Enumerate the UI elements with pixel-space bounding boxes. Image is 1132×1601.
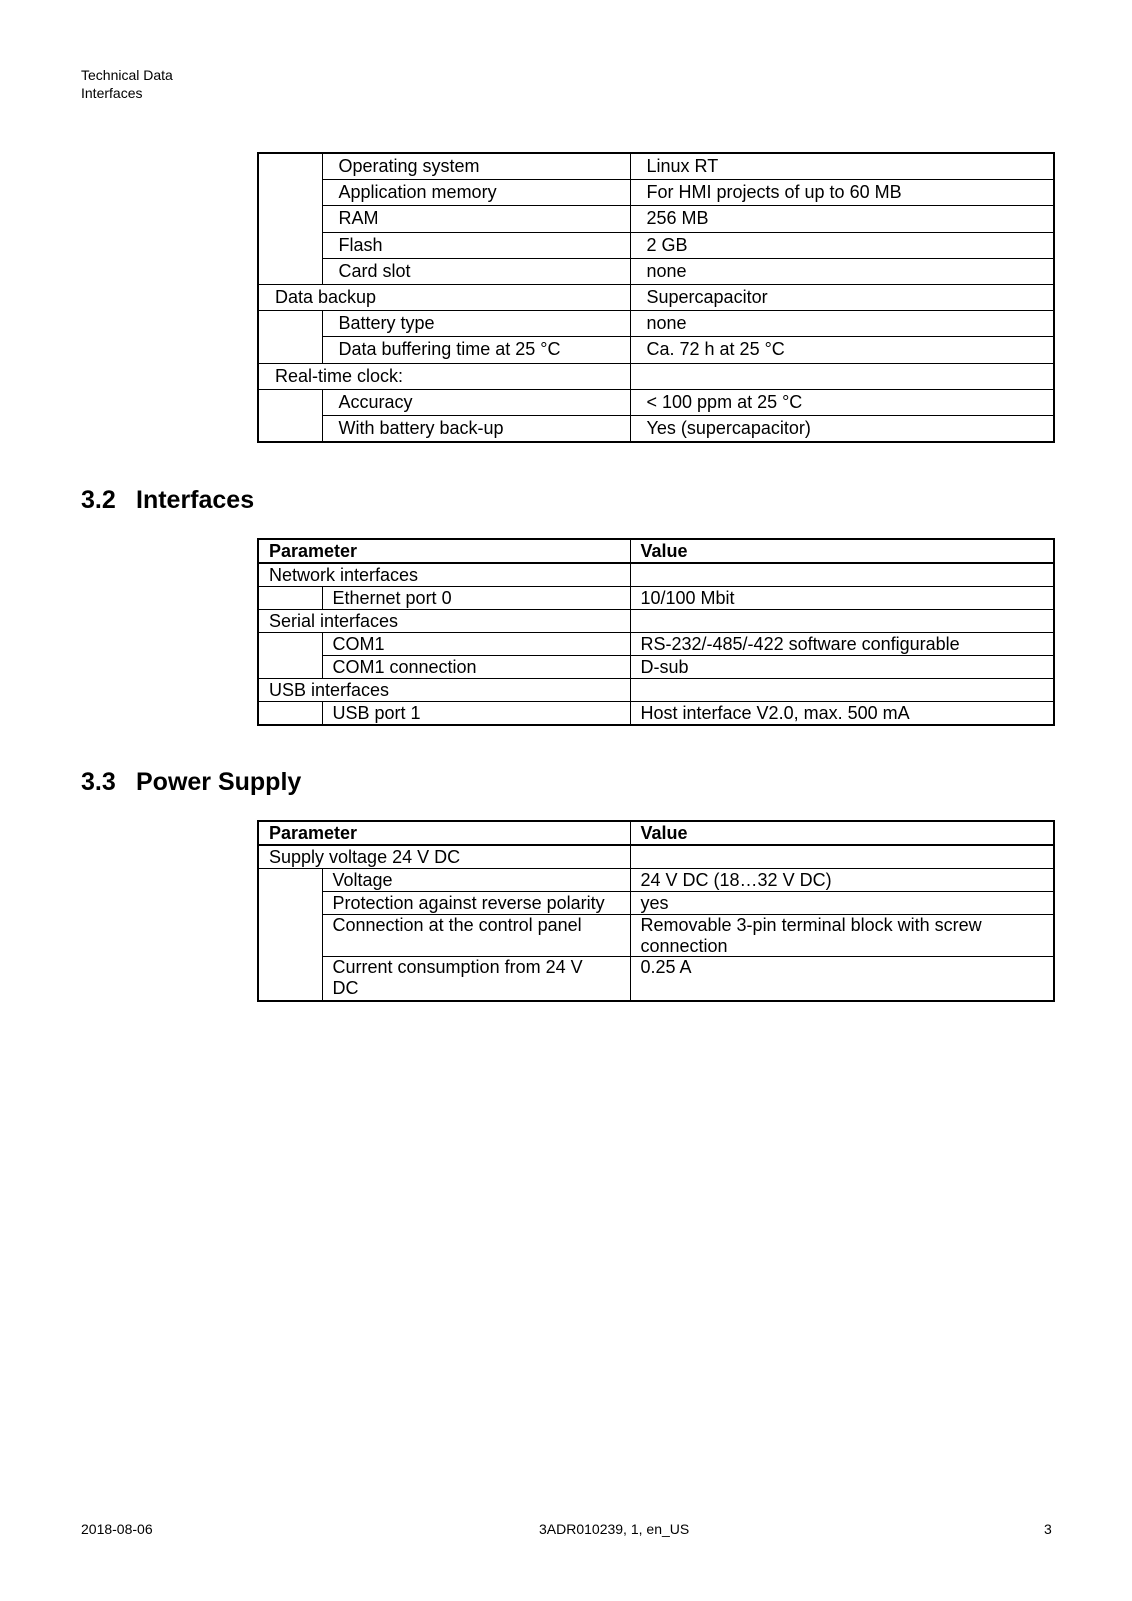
value-cell: 2 GB	[630, 232, 1054, 258]
param-group-cell: USB interfaces	[258, 679, 630, 702]
table-row	[258, 415, 1054, 442]
table-row	[258, 232, 1054, 258]
column-header-value: Value	[630, 539, 1054, 563]
value-cell	[630, 845, 1054, 869]
value-cell: D-sub	[630, 656, 1054, 679]
param-group-cell: Supply voltage 24 V DC	[258, 845, 630, 869]
header-section: Interfaces	[81, 85, 143, 101]
param-cell: COM1 connection	[322, 656, 630, 679]
footer-date: 2018-08-06	[81, 1521, 153, 1537]
table-row	[258, 610, 1054, 633]
value-cell: Host interface V2.0, max. 500 mA	[630, 702, 1054, 726]
section-heading-interfaces	[81, 485, 254, 515]
interfaces-table	[257, 538, 1055, 726]
value-cell	[630, 679, 1054, 702]
param-cell: Ethernet port 0	[322, 587, 630, 610]
section-heading-power-supply	[81, 767, 301, 797]
table-row	[258, 284, 1054, 310]
param-cell: Flash	[322, 232, 630, 258]
table-row	[258, 206, 1054, 232]
table-row	[258, 311, 1054, 337]
param-cell: Card slot	[322, 258, 630, 284]
column-header-value: Value	[630, 821, 1054, 845]
table-row	[258, 869, 1054, 892]
value-cell: Supercapacitor	[630, 284, 1054, 310]
value-cell: For HMI projects of up to 60 MB	[630, 180, 1054, 206]
table-header-row	[258, 821, 1054, 845]
power-supply-table	[257, 820, 1055, 1002]
table-row	[258, 702, 1054, 726]
table-header-row	[258, 539, 1054, 563]
param-cell: Voltage	[322, 869, 630, 892]
system-data-table	[257, 152, 1055, 443]
column-header-parameter: Parameter	[258, 821, 630, 845]
param-cell: Application memory	[322, 180, 630, 206]
value-cell: 256 MB	[630, 206, 1054, 232]
value-cell: < 100 ppm at 25 °C	[630, 389, 1054, 415]
param-cell: RAM	[322, 206, 630, 232]
param-cell: Data buffering time at 25 °C	[322, 337, 630, 363]
table-row	[258, 679, 1054, 702]
param-cell: COM1	[322, 633, 630, 656]
table-row	[258, 587, 1054, 610]
param-cell: Accuracy	[322, 389, 630, 415]
value-cell: none	[630, 311, 1054, 337]
table-row	[258, 656, 1054, 679]
table-row	[258, 389, 1054, 415]
value-cell: 24 V DC (18…32 V DC)	[630, 869, 1054, 892]
running-header	[81, 66, 173, 102]
table-row	[258, 563, 1054, 587]
value-cell: yes	[630, 892, 1054, 915]
param-cell: USB port 1	[322, 702, 630, 726]
value-cell	[630, 363, 1054, 389]
table-row	[258, 957, 1054, 1001]
value-cell: Linux RT	[630, 153, 1054, 180]
table-row	[258, 915, 1054, 957]
table-row	[258, 363, 1054, 389]
value-cell: 10/100 Mbit	[630, 587, 1054, 610]
value-cell: Removable 3-pin terminal block with screw connection	[630, 915, 1054, 957]
column-header-parameter: Parameter	[258, 539, 630, 563]
param-cell: Connection at the control panel	[322, 915, 630, 957]
section-title: Power Supply	[136, 768, 302, 796]
param-cell: Battery type	[322, 311, 630, 337]
table-row	[258, 845, 1054, 869]
param-group-cell: Serial interfaces	[258, 610, 630, 633]
table-row	[258, 153, 1054, 180]
value-cell: none	[630, 258, 1054, 284]
param-cell: Protection against reverse polarity	[322, 892, 630, 915]
section-number: 3.3	[81, 768, 116, 796]
param-cell: With battery back-up	[322, 415, 630, 442]
param-cell: Current consumption from 24 V DC	[322, 957, 630, 1001]
param-group-cell: Real-time clock:	[258, 363, 630, 389]
param-group-cell: Data backup	[258, 284, 630, 310]
section-number: 3.2	[81, 486, 116, 514]
table-row	[258, 892, 1054, 915]
footer-document-id: 3ADR010239, 1, en_US	[539, 1521, 690, 1537]
value-cell: RS-232/-485/-422 software configurable	[630, 633, 1054, 656]
footer-page-number: 3	[1044, 1521, 1052, 1537]
value-cell: Yes (supercapacitor)	[630, 415, 1054, 442]
param-group-cell: Network interfaces	[258, 563, 630, 587]
table-row	[258, 337, 1054, 363]
value-cell: 0.25 A	[630, 957, 1054, 1001]
section-title: Interfaces	[136, 486, 255, 514]
table-row	[258, 180, 1054, 206]
value-cell	[630, 610, 1054, 633]
header-chapter: Technical Data	[81, 67, 173, 83]
value-cell	[630, 563, 1054, 587]
table-row	[258, 633, 1054, 656]
param-cell: Operating system	[322, 153, 630, 180]
table-row	[258, 258, 1054, 284]
value-cell: Ca. 72 h at 25 °C	[630, 337, 1054, 363]
